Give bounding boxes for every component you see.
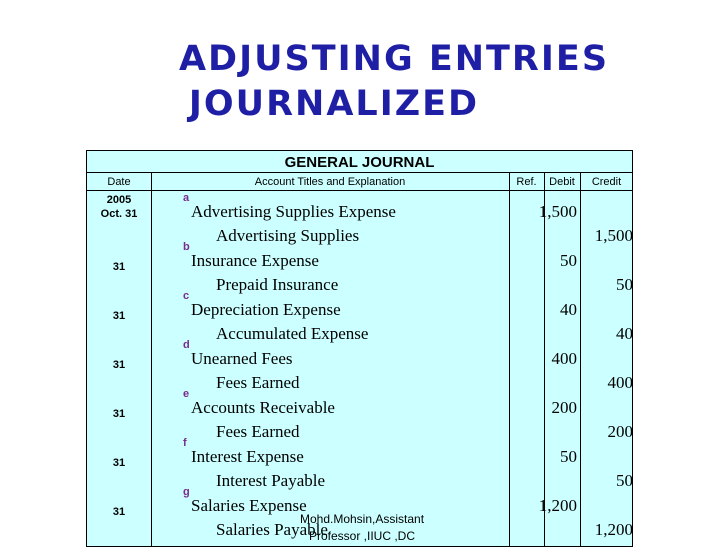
entry-date: 31 [112,408,126,420]
journal-column-headers [87,173,632,191]
debit-account-title: Salaries Expense [191,496,307,515]
credit-amount: 1,500 [594,226,633,245]
entry-letter: a [183,192,190,204]
author-credit-line-2: Professor ,IIUC ,DC [308,529,416,543]
credit-amount: 200 [607,422,633,441]
debit-account-title: Insurance Expense [191,251,319,270]
credit-amount: 400 [607,373,633,392]
entry-letter: e [183,388,190,400]
debit-amount: 40 [560,300,577,319]
entry-date: 31 [112,506,126,518]
journal-year: 2005 [106,194,132,206]
author-credit [262,511,462,545]
debit-account-title: Accounts Receivable [191,398,335,417]
column-header-date: Date [107,176,131,188]
entry-date: Oct. 31 [100,208,138,220]
slide-title-line-2: JOURNALIZED [188,84,480,124]
credit-amount: 50 [616,471,633,490]
general-journal-table [86,150,633,547]
column-header-account: Account Titles and Explanation [254,176,406,188]
column-header-ref: Ref. [516,176,537,188]
column-header-credit: Credit [591,176,622,188]
entry-letter: f [183,437,187,449]
credit-account-title: Accumulated Expense [216,324,369,343]
credit-account-title: Prepaid Insurance [216,275,339,294]
slide-title-line-1: ADJUSTING ENTRIES [178,39,610,79]
debit-amount: 1,500 [538,202,577,221]
journal-heading: GENERAL JOURNAL [87,151,632,173]
credit-account-title: Interest Payable [216,471,326,490]
debit-amount: 1,200 [538,496,577,515]
debit-amount: 50 [560,251,577,270]
debit-account-title: Interest Expense [191,447,304,466]
debit-account-title: Unearned Fees [191,349,293,368]
column-divider [509,173,510,546]
entry-letter: c [183,290,190,302]
debit-amount: 50 [560,447,577,466]
debit-account-title: Depreciation Expense [191,300,341,319]
entry-date: 31 [112,310,126,322]
credit-account-title: Fees Earned [216,422,300,441]
debit-amount: 400 [551,349,577,368]
credit-amount: 1,200 [594,520,633,539]
entry-letter: d [183,339,190,351]
column-header-debit: Debit [549,176,575,188]
credit-amount: 40 [616,324,633,343]
entry-date: 31 [112,359,126,371]
author-credit-line-1: Mohd.Mohsin,Assistant [299,512,425,526]
entry-letter: b [183,241,190,253]
credit-account-title: Salaries Payable [216,520,328,539]
debit-account-title: Advertising Supplies Expense [191,202,396,221]
credit-account-title: Fees Earned [216,373,300,392]
entry-date: 31 [112,261,126,273]
entry-date: 31 [112,457,126,469]
credit-account-title: Advertising Supplies [216,226,360,245]
debit-amount: 200 [551,398,577,417]
column-divider [151,173,152,546]
entry-letter: g [183,486,190,498]
credit-amount: 50 [616,275,633,294]
